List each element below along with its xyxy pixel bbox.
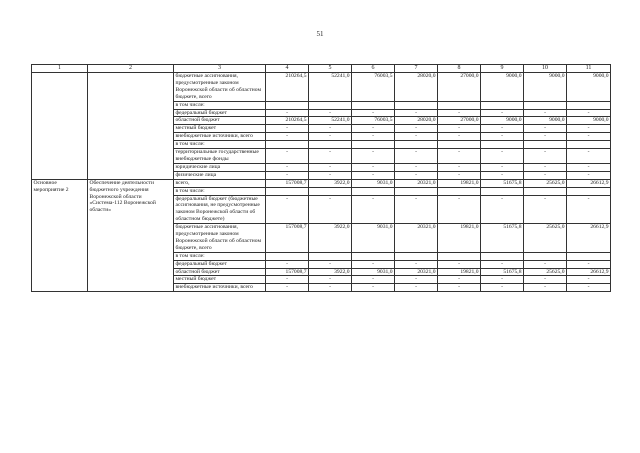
value-cell: - xyxy=(266,163,309,171)
value-cell: 19821,0 xyxy=(438,268,481,276)
value-cell: - xyxy=(309,195,352,224)
column-number: 11 xyxy=(567,65,611,73)
value-cell: - xyxy=(481,276,524,284)
value-cell: 26612,9 xyxy=(567,179,611,187)
value-cell: 210264,5 xyxy=(266,117,309,125)
value-cell: 76003,5 xyxy=(352,117,395,125)
value-cell: - xyxy=(266,171,309,179)
value-cell: - xyxy=(395,149,438,164)
value-cell: 20321,0 xyxy=(395,179,438,187)
value-cell: - xyxy=(309,260,352,268)
source-label: в том числе: xyxy=(174,101,266,109)
value-cell xyxy=(438,187,481,195)
source-label: областной бюджет xyxy=(174,268,266,276)
value-cell: 20321,0 xyxy=(395,224,438,253)
value-cell: - xyxy=(524,125,567,133)
value-cell: - xyxy=(524,260,567,268)
value-cell xyxy=(481,252,524,260)
value-cell: - xyxy=(309,109,352,117)
value-cell xyxy=(524,101,567,109)
column-number: 5 xyxy=(309,65,352,73)
value-cell: - xyxy=(395,109,438,117)
value-cell: - xyxy=(352,284,395,292)
value-cell: - xyxy=(524,276,567,284)
value-cell: 28020,0 xyxy=(395,73,438,102)
column-number: 6 xyxy=(352,65,395,73)
source-label: физические лица xyxy=(174,171,266,179)
value-cell: - xyxy=(438,276,481,284)
value-cell xyxy=(266,101,309,109)
value-cell: 76003,5 xyxy=(352,73,395,102)
source-label: всего, xyxy=(174,179,266,187)
value-cell xyxy=(567,252,611,260)
source-label: в том числе: xyxy=(174,141,266,149)
source-label: внебюджетные источники, всего xyxy=(174,284,266,292)
column-number: 10 xyxy=(524,65,567,73)
value-cell: - xyxy=(395,171,438,179)
value-cell xyxy=(352,101,395,109)
value-cell: - xyxy=(352,125,395,133)
value-cell: 51675,8 xyxy=(481,224,524,253)
budget-table xyxy=(31,64,611,292)
value-cell xyxy=(309,101,352,109)
column-number: 7 xyxy=(395,65,438,73)
measure-cell: Основное мероприятие 2 xyxy=(32,179,88,292)
value-cell: - xyxy=(438,109,481,117)
value-cell: 26612,9 xyxy=(567,224,611,253)
value-cell: - xyxy=(481,260,524,268)
value-cell xyxy=(395,187,438,195)
value-cell: - xyxy=(395,195,438,224)
source-label: бюджетные ассигнования, предусмотренные законом Воронежской области об областном бюджете, всего xyxy=(174,73,266,102)
value-cell: - xyxy=(438,133,481,141)
value-cell: - xyxy=(266,133,309,141)
value-cell xyxy=(309,141,352,149)
value-cell xyxy=(352,252,395,260)
value-cell xyxy=(266,141,309,149)
source-label: областной бюджет xyxy=(174,117,266,125)
name-cell: Обеспечение деятельности бюджетного учреждения Воронежской области «Система-112 Воронежской области» xyxy=(88,179,174,292)
column-number: 9 xyxy=(481,65,524,73)
value-cell: - xyxy=(266,149,309,164)
value-cell: - xyxy=(481,284,524,292)
value-cell: - xyxy=(352,171,395,179)
value-cell: - xyxy=(567,163,611,171)
value-cell: 9000,0 xyxy=(567,117,611,125)
value-cell: - xyxy=(567,133,611,141)
value-cell: - xyxy=(481,133,524,141)
value-cell xyxy=(309,252,352,260)
value-cell: - xyxy=(309,284,352,292)
table-row xyxy=(32,179,611,187)
value-cell xyxy=(524,252,567,260)
value-cell xyxy=(524,187,567,195)
value-cell: - xyxy=(309,133,352,141)
column-number-row xyxy=(32,65,611,73)
value-cell xyxy=(266,187,309,195)
value-cell: - xyxy=(524,284,567,292)
value-cell: - xyxy=(567,171,611,179)
value-cell: 9000,0 xyxy=(524,117,567,125)
source-label: федеральный бюджет (бюджетные ассигнования, не предусмотренные законом Воронежской области об областном бюджете) xyxy=(174,195,266,224)
value-cell xyxy=(567,141,611,149)
value-cell: - xyxy=(395,276,438,284)
value-cell: - xyxy=(567,276,611,284)
value-cell: - xyxy=(309,276,352,284)
source-label: юридические лица xyxy=(174,163,266,171)
value-cell: 3922,0 xyxy=(309,224,352,253)
column-number: 1 xyxy=(32,65,88,73)
value-cell: 157008,7 xyxy=(266,179,309,187)
value-cell: 9000,0 xyxy=(524,73,567,102)
value-cell: - xyxy=(309,171,352,179)
value-cell: 51675,8 xyxy=(481,268,524,276)
value-cell xyxy=(438,252,481,260)
column-number: 4 xyxy=(266,65,309,73)
value-cell xyxy=(567,101,611,109)
table-row xyxy=(32,73,611,102)
value-cell: 52241,0 xyxy=(309,73,352,102)
value-cell xyxy=(352,187,395,195)
column-number: 8 xyxy=(438,65,481,73)
value-cell xyxy=(395,101,438,109)
value-cell: 3922,0 xyxy=(309,179,352,187)
value-cell: - xyxy=(481,163,524,171)
value-cell: - xyxy=(395,133,438,141)
value-cell: - xyxy=(266,260,309,268)
value-cell: - xyxy=(524,149,567,164)
value-cell: 9031,0 xyxy=(352,224,395,253)
value-cell: - xyxy=(567,284,611,292)
value-cell: - xyxy=(352,163,395,171)
value-cell xyxy=(481,141,524,149)
value-cell: 210264,5 xyxy=(266,73,309,102)
value-cell: 26612,9 xyxy=(567,268,611,276)
source-label: федеральный бюджет xyxy=(174,260,266,268)
value-cell: - xyxy=(438,125,481,133)
value-cell xyxy=(352,141,395,149)
source-label: внебюджетные источники, всего xyxy=(174,133,266,141)
value-cell: - xyxy=(481,109,524,117)
value-cell: - xyxy=(481,149,524,164)
value-cell: - xyxy=(438,171,481,179)
value-cell: - xyxy=(438,149,481,164)
value-cell: - xyxy=(438,163,481,171)
value-cell: - xyxy=(481,195,524,224)
source-label: в том числе: xyxy=(174,187,266,195)
value-cell: 27000,0 xyxy=(438,117,481,125)
value-cell: 9000,0 xyxy=(481,117,524,125)
value-cell: 25625,0 xyxy=(524,268,567,276)
value-cell: - xyxy=(567,125,611,133)
source-label: местный бюджет xyxy=(174,276,266,284)
column-number: 3 xyxy=(174,65,266,73)
source-label: местный бюджет xyxy=(174,125,266,133)
value-cell: - xyxy=(352,149,395,164)
value-cell: 157008,7 xyxy=(266,268,309,276)
value-cell: - xyxy=(395,125,438,133)
source-label: федеральный бюджет xyxy=(174,109,266,117)
value-cell: - xyxy=(395,163,438,171)
value-cell: - xyxy=(266,276,309,284)
value-cell: 9031,0 xyxy=(352,268,395,276)
value-cell: - xyxy=(481,171,524,179)
value-cell: - xyxy=(395,284,438,292)
value-cell: - xyxy=(309,125,352,133)
value-cell: 52241,0 xyxy=(309,117,352,125)
value-cell xyxy=(567,187,611,195)
value-cell: - xyxy=(524,163,567,171)
value-cell: - xyxy=(567,109,611,117)
value-cell: 3922,0 xyxy=(309,268,352,276)
value-cell: - xyxy=(352,276,395,284)
value-cell: - xyxy=(352,109,395,117)
value-cell xyxy=(481,187,524,195)
value-cell: 20321,0 xyxy=(395,268,438,276)
value-cell xyxy=(395,252,438,260)
measure-cell xyxy=(32,73,88,180)
value-cell: - xyxy=(567,149,611,164)
value-cell: 25625,0 xyxy=(524,224,567,253)
name-cell xyxy=(88,73,174,180)
source-label: в том числе: xyxy=(174,252,266,260)
value-cell: - xyxy=(438,260,481,268)
value-cell: - xyxy=(524,195,567,224)
value-cell: 9000,0 xyxy=(567,73,611,102)
value-cell: - xyxy=(567,195,611,224)
value-cell: - xyxy=(438,284,481,292)
value-cell xyxy=(309,187,352,195)
value-cell xyxy=(266,252,309,260)
value-cell: - xyxy=(352,133,395,141)
value-cell: 27000,0 xyxy=(438,73,481,102)
value-cell: 25625,0 xyxy=(524,179,567,187)
value-cell: - xyxy=(395,260,438,268)
value-cell: - xyxy=(266,125,309,133)
source-label: территориальные государственные внебюджетные фонды xyxy=(174,149,266,164)
value-cell: - xyxy=(266,109,309,117)
value-cell: - xyxy=(567,260,611,268)
value-cell: - xyxy=(309,163,352,171)
value-cell: 19821,0 xyxy=(438,224,481,253)
value-cell: 51675,8 xyxy=(481,179,524,187)
value-cell: 9000,0 xyxy=(481,73,524,102)
value-cell: - xyxy=(524,171,567,179)
value-cell: - xyxy=(309,149,352,164)
value-cell: 19821,0 xyxy=(438,179,481,187)
value-cell: - xyxy=(352,260,395,268)
value-cell: - xyxy=(481,125,524,133)
value-cell xyxy=(395,141,438,149)
page-number: 51 xyxy=(316,30,324,38)
value-cell xyxy=(438,141,481,149)
value-cell: - xyxy=(438,195,481,224)
value-cell xyxy=(438,101,481,109)
value-cell xyxy=(481,101,524,109)
value-cell: - xyxy=(266,195,309,224)
value-cell: - xyxy=(266,284,309,292)
source-label: бюджетные ассигнования, предусмотренные законом Воронежской области об областном бюджете, всего xyxy=(174,224,266,253)
value-cell: - xyxy=(352,195,395,224)
value-cell: - xyxy=(524,109,567,117)
value-cell: 9031,0 xyxy=(352,179,395,187)
value-cell xyxy=(524,141,567,149)
value-cell: - xyxy=(524,133,567,141)
value-cell: 157008,7 xyxy=(266,224,309,253)
column-number: 2 xyxy=(88,65,174,73)
value-cell: 28020,0 xyxy=(395,117,438,125)
